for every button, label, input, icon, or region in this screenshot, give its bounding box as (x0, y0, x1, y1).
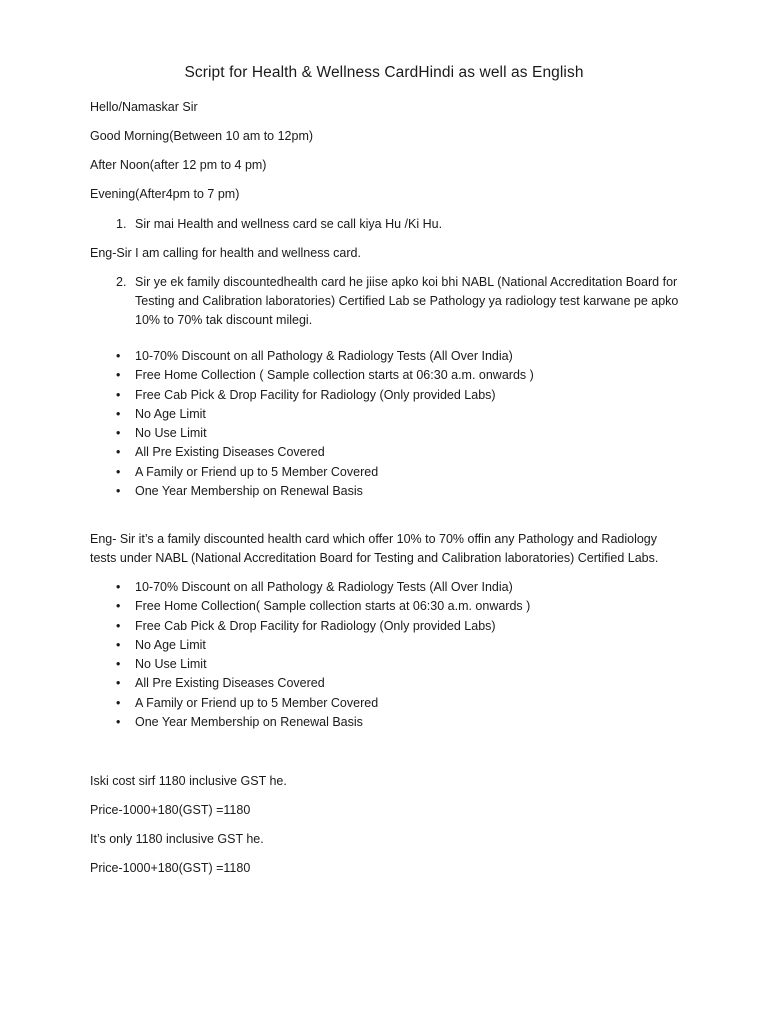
list-item-text: Free Home Collection ( Sample collection starts at 06:30 a.m. onwards ) (135, 368, 534, 383)
bullet: • (116, 406, 121, 421)
list-item-text: No Use Limit (135, 657, 207, 672)
greeting-hello: Hello/Namaskar Sir (90, 100, 198, 114)
price-line-1: Price-1000+180(GST) =1180 (90, 803, 251, 817)
bullet: • (116, 368, 121, 383)
list-item-text: A Family or Friend up to 5 Member Covered (135, 695, 379, 710)
english-description: Eng- Sir it’s a family discounted health card which offer 10% to 70% offin any Pathology and Radiology tests under NABL (National Accreditation Board for Testing and Calibration laboratories) Certified Labs. (90, 532, 659, 565)
bullet: • (116, 695, 121, 710)
list-item-text: One Year Membership on Renewal Basis (135, 484, 363, 499)
bullet: • (116, 387, 121, 402)
page-title: Script for Health & Wellness CardHindi as well as English (184, 64, 584, 81)
bullet: • (116, 637, 121, 652)
bullet: • (116, 580, 121, 594)
bullet: • (116, 618, 121, 633)
list-item-text: All Pre Existing Diseases Covered (135, 445, 325, 460)
list-item-text: A Family or Friend up to 5 Member Covered (135, 464, 379, 479)
list-item-text: One Year Membership on Renewal Basis (135, 715, 363, 730)
bullet: • (116, 349, 121, 363)
list-item-text: Free Home Collection( Sample collection starts at 06:30 a.m. onwards ) (135, 599, 531, 614)
item-number: 1. (116, 217, 127, 231)
list-item-text: Free Cab Pick & Drop Facility for Radiology (Only provided Labs) (135, 618, 496, 633)
english-intro: Eng-Sir I am calling for health and wellness card. (90, 246, 361, 260)
list-item-text: All Pre Existing Diseases Covered (135, 676, 325, 691)
bullet: • (116, 715, 121, 730)
list-item-text: No Use Limit (135, 426, 207, 441)
bullet: • (116, 445, 121, 460)
greeting-evening: Evening(After4pm to 7 pm) (90, 187, 240, 201)
bullet: • (116, 599, 121, 614)
bullet: • (116, 484, 121, 499)
bullet: • (116, 464, 121, 479)
item-number: 2. (116, 275, 127, 289)
list-item-text: No Age Limit (135, 637, 206, 652)
bullet: • (116, 676, 121, 691)
bullet: • (116, 426, 121, 441)
cost-hindi: Iski cost sirf 1180 inclusive GST he. (90, 774, 287, 788)
cost-english: It’s only 1180 inclusive GST he. (90, 832, 264, 846)
price-line-2: Price-1000+180(GST) =1180 (90, 861, 251, 875)
list-item-text: Free Cab Pick & Drop Facility for Radiology (Only provided Labs) (135, 387, 496, 402)
list-item-text: 10-70% Discount on all Pathology & Radiology Tests (All Over India) (135, 580, 513, 594)
item-text: Sir ye ek family discountedhealth card he jiise apko koi bhi NABL (National Accreditation Board for Testing and Calibration laboratories) Certified Lab se Pathology ya radiology test karwane pe apko 10% to 70% tak discount milegi. (135, 275, 679, 327)
greeting-morning: Good Morning(Between 10 am to 12pm) (90, 129, 314, 143)
list-item-text: No Age Limit (135, 406, 206, 421)
item-text: Sir mai Health and wellness card se call kiya Hu /Ki Hu. (135, 217, 443, 231)
greeting-afternoon: After Noon(after 12 pm to 4 pm) (90, 158, 267, 172)
list-item-text: 10-70% Discount on all Pathology & Radiology Tests (All Over India) (135, 349, 513, 363)
bullet: • (116, 657, 121, 672)
